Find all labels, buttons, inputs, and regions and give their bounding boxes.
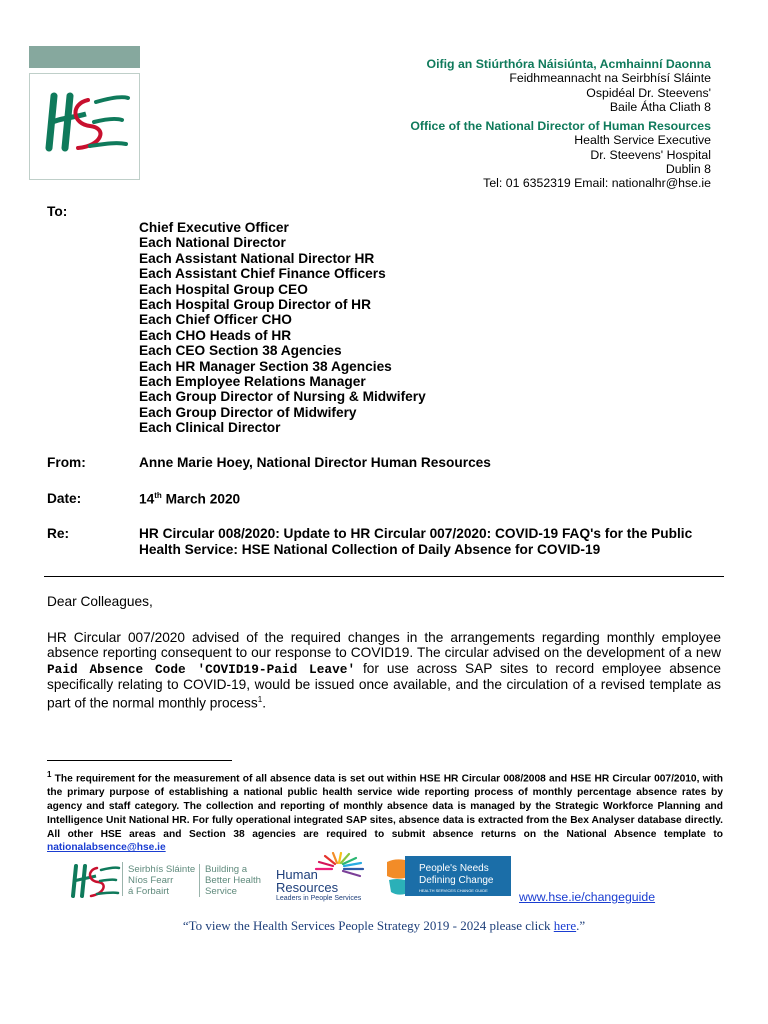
change-guide-link[interactable]: www.hse.ie/changeguide	[519, 890, 656, 904]
pn-title-line-2: Defining Change	[419, 875, 494, 886]
recipient: Each Assistant National Director HR	[139, 250, 375, 266]
irish-office-title: Oifig an Stiúrthóra Náisiúnta, Acmhainní Daonna	[426, 57, 711, 71]
from-label: From:	[47, 455, 86, 470]
recipient: Each CEO Section 38 Agencies	[139, 343, 342, 359]
hr-logo-line: Human	[276, 867, 318, 882]
absence-code: Paid Absence Code 'COVID19-Paid Leave'	[47, 661, 356, 677]
english-address-line: Dr. Steevens' Hospital	[590, 147, 711, 162]
english-address-line: Dublin 8	[665, 161, 711, 176]
recipient: Each CHO Heads of HR	[139, 327, 292, 343]
english-address	[410, 119, 711, 190]
recipient: Each National Director	[139, 235, 286, 251]
footnote-ref[interactable]: 1	[257, 695, 263, 705]
irish-address-line: Feidhmeannacht na Seirbhísí Sláinte	[509, 71, 711, 86]
tagline-line: Seirbhís Sláinte	[128, 864, 196, 875]
recipient: Each Assistant Chief Finance Officers	[139, 266, 386, 282]
recipient: Each HR Manager Section 38 Agencies	[139, 358, 392, 374]
from-value: Anne Marie Hoey, National Director Human Resources	[139, 455, 491, 470]
irish-address-line: Ospidéal Dr. Steevens'	[586, 85, 711, 100]
strategy-text: .”	[576, 918, 586, 933]
recipient: Each Chief Officer CHO	[139, 312, 292, 328]
contact-line: Tel: 01 6352319 Email: nationalhr@hse.ie	[483, 176, 711, 191]
to-recipient-list	[139, 220, 426, 436]
recipient: Each Group Director of Midwifery	[139, 404, 357, 420]
footnote	[47, 768, 723, 855]
date-suffix: th	[154, 491, 162, 500]
hse-logo	[29, 73, 140, 180]
tagline-line: á Forbairt	[128, 886, 170, 897]
to-label: To:	[47, 204, 68, 219]
footnote-text: The requirement for the measurement of all absence data is set out within HSE HR Circular 008/2008 and HSE HR Circular 007/2010, with the primary purpose of establishing a national public health service wide reporting process of monthly percentage absence rates by agency and staff category. The collection and reporting of monthly absence data is managed by the Strategic Workforce Planning and Intelligence Unit National HR. For fully operational integrated SAP sites, absence data is extracted from the Bex Analyser database directly. All other HSE areas and Section 38 agencies are required to submit absence returns on the National Absence template to	[47, 773, 723, 840]
irish-address	[427, 57, 711, 114]
footnote-marker: 1	[47, 770, 52, 779]
hse-logo-mark	[30, 74, 139, 179]
tagline-line: Service	[205, 886, 237, 897]
hr-logo-tagline: Leaders in People Services	[276, 895, 362, 902]
logo-bar	[29, 46, 140, 68]
recipient: Each Hospital Group CEO	[139, 281, 308, 297]
pn-subtitle: HEALTH SERVICES CHANGE GUIDE	[419, 888, 488, 893]
date-rest: March 2020	[161, 491, 241, 507]
para-text: for use across SAP sites to record employee absence specifically relating to COVID-19, would be issued once available, and the circulation of a revised template as part of the normal monthly process	[47, 660, 721, 711]
people-strategy-note	[0, 918, 768, 934]
hse-irish-tagline	[128, 864, 195, 897]
date-day: 14	[139, 491, 155, 507]
hr-logo-line: Resources	[276, 880, 339, 895]
body-paragraph	[47, 630, 721, 711]
absence-email-link[interactable]: nationalabsence@hse.ie	[47, 842, 166, 854]
hse-english-tagline	[199, 864, 261, 897]
para-text: HR Circular 007/2020 advised of the required changes in the arrangements regarding monthly employee absence reporting consequent to our response to COVID19. The circular advised on the development of a new	[47, 630, 721, 661]
english-office-title: Office of the National Director of Human Resources	[410, 119, 711, 133]
peoples-needs-logo-icon	[385, 856, 511, 896]
tagline-line: Building a	[205, 864, 248, 875]
strategy-here-link[interactable]: here	[553, 918, 577, 933]
irish-address-line: Baile Átha Cliath 8	[609, 99, 711, 114]
para-text: .	[262, 695, 266, 711]
header-divider	[44, 576, 724, 577]
tagline-line: Níos Fearr	[128, 875, 174, 886]
salutation: Dear Colleagues,	[47, 594, 153, 609]
re-value: HR Circular 008/2020: Update to HR Circular 007/2020: COVID-19 FAQ's for the Public Health Service: HSE National Collection of Daily Absence for COVID-19	[139, 526, 693, 557]
date-value	[139, 491, 240, 507]
recipient: Each Hospital Group Director of HR	[139, 297, 371, 313]
recipient: Each Clinical Director	[139, 420, 281, 436]
hr-logo-text	[276, 868, 338, 894]
recipient: Chief Executive Officer	[139, 220, 289, 235]
date-label: Date:	[47, 491, 82, 506]
recipient: Each Employee Relations Manager	[139, 374, 366, 390]
tagline-line: Better Health	[205, 875, 261, 886]
english-address-line: Health Service Executive	[574, 133, 711, 148]
recipient: Each Group Director of Nursing & Midwifery	[139, 389, 426, 405]
footer-logo-divider	[122, 862, 123, 896]
re-label: Re:	[47, 526, 70, 541]
strategy-text: “To view the Health Services People Strategy 2019 - 2024 please click	[182, 918, 554, 933]
pn-title-line-1: People's Needs	[419, 863, 489, 874]
footnote-divider	[47, 760, 232, 761]
hse-footer-logo-icon	[66, 858, 122, 904]
